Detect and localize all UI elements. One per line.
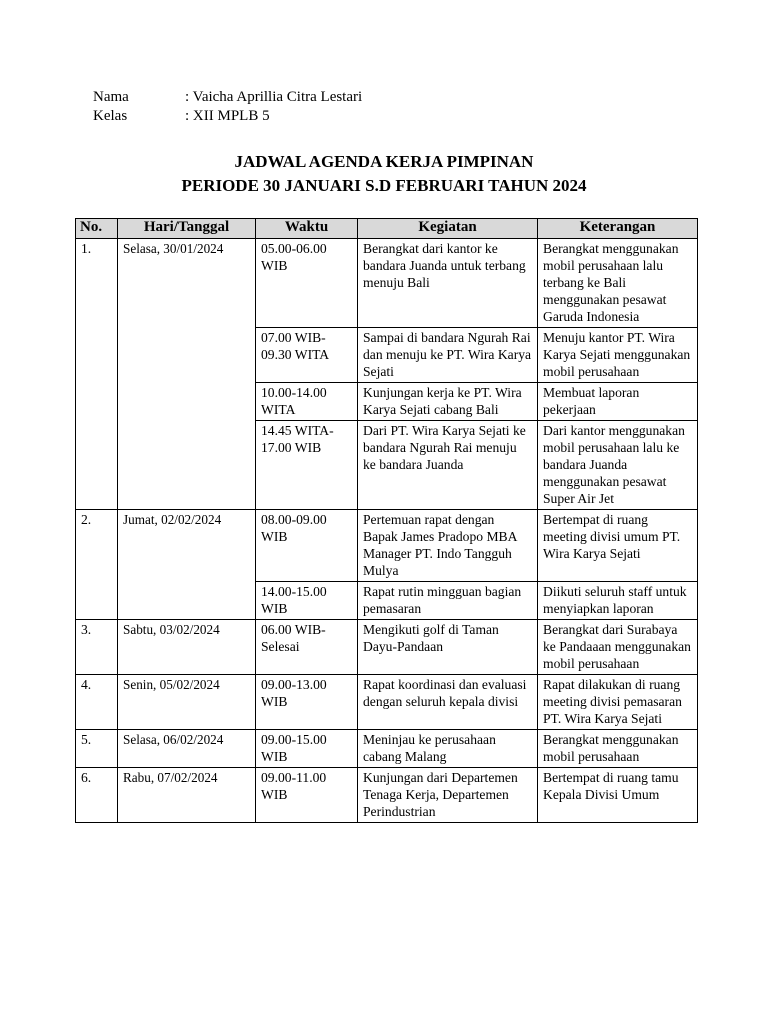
cell-note: Membuat laporan pekerjaan <box>538 383 698 421</box>
header-activity: Kegiatan <box>358 219 538 239</box>
cell-day: Jumat, 02/02/2024 <box>118 510 256 620</box>
cell-time: 10.00-14.00 WITA <box>256 383 358 421</box>
name-value: : Vaicha Aprillia Citra Lestari <box>185 89 363 105</box>
cell-time: 09.00-15.00 WIB <box>256 730 358 768</box>
identity-block <box>93 88 362 126</box>
agenda-table <box>75 218 698 823</box>
header-no: No. <box>76 219 118 239</box>
cell-note: Rapat dilakukan di ruang meeting divisi pemasaran PT. Wira Karya Sejati <box>538 675 698 730</box>
cell-time: 05.00-06.00 WIB <box>256 239 358 328</box>
cell-note: Berangkat menggunakan mobil perusahaan lalu terbang ke Bali menggunakan pesawat Garuda Indonesia <box>538 239 698 328</box>
document-title <box>0 150 768 198</box>
cell-time: 09.00-13.00 WIB <box>256 675 358 730</box>
cell-activity: Berangkat dari kantor ke bandara Juanda untuk terbang menuju Bali <box>358 239 538 328</box>
cell-no: 5. <box>76 730 118 768</box>
table-body <box>76 239 698 823</box>
cell-activity: Kunjungan kerja ke PT. Wira Karya Sejati cabang Bali <box>358 383 538 421</box>
cell-time: 08.00-09.00 WIB <box>256 510 358 582</box>
cell-note: Berangkat menggunakan mobil perusahaan <box>538 730 698 768</box>
cell-activity: Kunjungan dari Departemen Tenaga Kerja, Departemen Perindustrian <box>358 768 538 823</box>
cell-activity: Meninjau ke perusahaan cabang Malang <box>358 730 538 768</box>
table-row <box>76 239 698 328</box>
header-note: Keterangan <box>538 219 698 239</box>
header-time: Waktu <box>256 219 358 239</box>
table-header-row <box>76 219 698 239</box>
class-label: Kelas <box>93 108 128 124</box>
cell-activity: Mengikuti golf di Taman Dayu-Pandaan <box>358 620 538 675</box>
cell-time: 06.00 WIB-Selesai <box>256 620 358 675</box>
table-row <box>76 675 698 730</box>
cell-time: 14.45 WITA-17.00 WIB <box>256 421 358 510</box>
cell-activity: Pertemuan rapat dengan Bapak James Pradopo MBA Manager PT. Indo Tangguh Mulya <box>358 510 538 582</box>
cell-note: Berangkat dari Surabaya ke Pandaaan menggunakan mobil perusahaan <box>538 620 698 675</box>
cell-note: Menuju kantor PT. Wira Karya Sejati menggunakan mobil perusahaan <box>538 328 698 383</box>
cell-no: 3. <box>76 620 118 675</box>
cell-no: 2. <box>76 510 118 620</box>
cell-no: 4. <box>76 675 118 730</box>
table-row <box>76 768 698 823</box>
cell-day: Selasa, 30/01/2024 <box>118 239 256 510</box>
cell-day: Sabtu, 03/02/2024 <box>118 620 256 675</box>
cell-note: Bertempat di ruang tamu Kepala Divisi Umum <box>538 768 698 823</box>
cell-day: Rabu, 07/02/2024 <box>118 768 256 823</box>
title-line-2: PERIODE 30 JANUARI S.D FEBRUARI TAHUN 2024 <box>181 176 587 195</box>
name-label: Nama <box>93 89 129 105</box>
class-value: : XII MPLB 5 <box>185 108 270 124</box>
table-row <box>76 730 698 768</box>
cell-note: Bertempat di ruang meeting divisi umum PT. Wira Karya Sejati <box>538 510 698 582</box>
name-row <box>93 88 362 107</box>
cell-activity: Rapat rutin mingguan bagian pemasaran <box>358 582 538 620</box>
cell-activity: Dari PT. Wira Karya Sejati ke bandara Ngurah Rai menuju ke bandara Juanda <box>358 421 538 510</box>
table-row <box>76 510 698 582</box>
class-row <box>93 107 362 126</box>
cell-activity: Rapat koordinasi dan evaluasi dengan seluruh kepala divisi <box>358 675 538 730</box>
cell-note: Diikuti seluruh staff untuk menyiapkan laporan <box>538 582 698 620</box>
header-day: Hari/Tanggal <box>118 219 256 239</box>
table-row <box>76 620 698 675</box>
cell-time: 07.00 WIB-09.30 WITA <box>256 328 358 383</box>
title-line-1: JADWAL AGENDA KERJA PIMPINAN <box>234 152 534 171</box>
cell-day: Selasa, 06/02/2024 <box>118 730 256 768</box>
cell-activity: Sampai di bandara Ngurah Rai dan menuju ke PT. Wira Karya Sejati <box>358 328 538 383</box>
cell-time: 09.00-11.00 WIB <box>256 768 358 823</box>
cell-time: 14.00-15.00 WIB <box>256 582 358 620</box>
cell-no: 6. <box>76 768 118 823</box>
cell-note: Dari kantor menggunakan mobil perusahaan lalu ke bandara Juanda menggunakan pesawat Super Air Jet <box>538 421 698 510</box>
cell-no: 1. <box>76 239 118 510</box>
cell-day: Senin, 05/02/2024 <box>118 675 256 730</box>
